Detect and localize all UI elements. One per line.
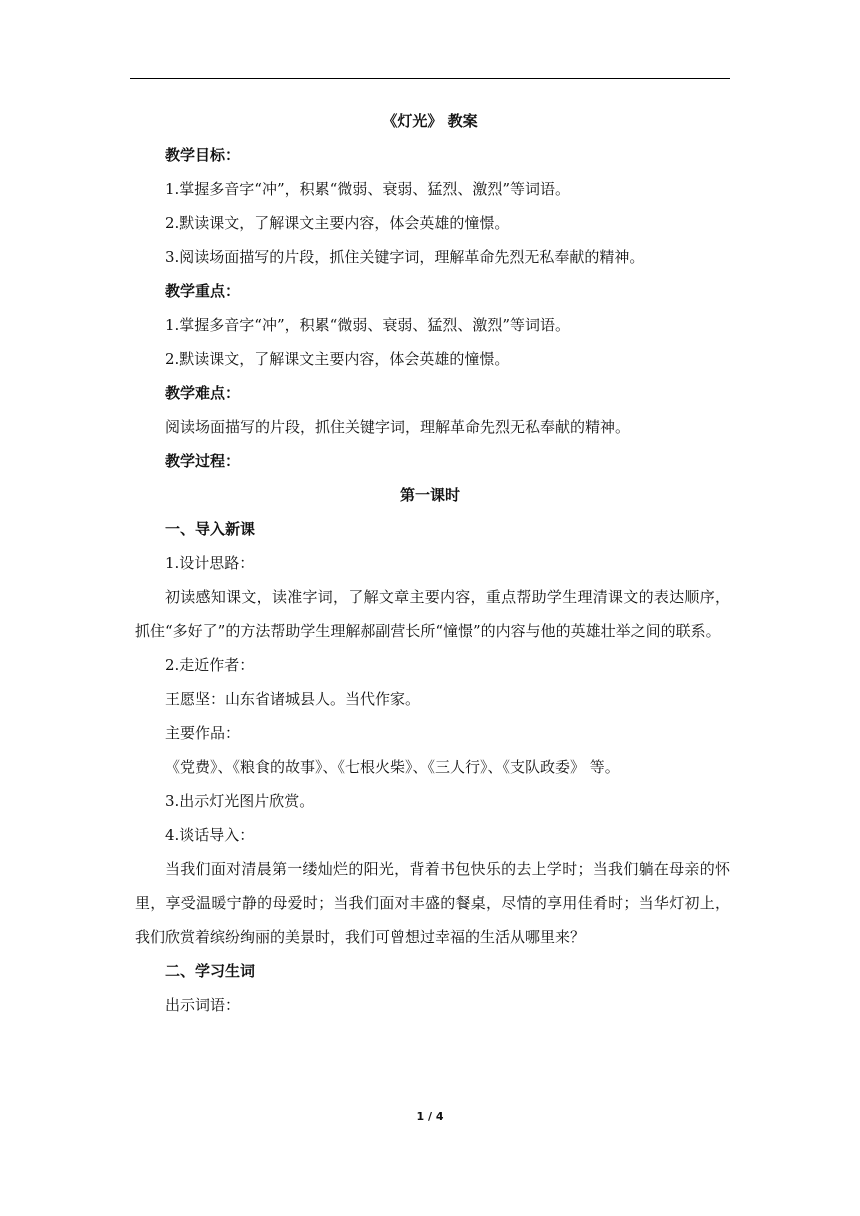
goal-item: 3.阅读场面描写的片段，抓住关键字词，理解革命先烈无私奉献的精神。: [165, 248, 645, 266]
key-heading: 教学重点：: [165, 282, 241, 300]
talk-label: 4.谈话导入：: [165, 826, 255, 844]
goal-item: 1.掌握多音字“冲”，积累“微弱、衰弱、猛烈、激烈”等词语。: [165, 180, 570, 198]
difficulty-heading: 教学难点：: [165, 384, 241, 402]
document-title: 《灯光》 教案: [382, 112, 478, 130]
section1-heading: 一、导入新课: [165, 520, 256, 538]
page-number: 1 / 4: [416, 1110, 444, 1123]
pictures-item: 3.出示灯光图片欣赏。: [165, 792, 315, 810]
show-words: 出示词语：: [165, 996, 241, 1014]
works-label: 主要作品：: [165, 724, 241, 742]
works-text: 《党费》、《粮食的故事》、《七根火柴》、《三人行》、《支队政委》 等。: [165, 758, 620, 776]
difficulty-text: 阅读场面描写的片段，抓住关键字词，理解革命先烈无私奉献的精神。: [165, 418, 631, 436]
design-label: 1.设计思路：: [165, 554, 255, 572]
section2-heading: 二、学习生词: [165, 962, 256, 980]
document-body: [135, 104, 730, 1022]
key-item: 2.默读课文，了解课文主要内容，体会英雄的憧憬。: [165, 350, 510, 368]
header-rule: [130, 78, 730, 79]
goal-item: 2.默读课文，了解课文主要内容，体会英雄的憧憬。: [165, 214, 510, 232]
goals-heading: 教学目标：: [165, 146, 241, 164]
lesson-title: 第一课时: [399, 486, 460, 504]
design-text: 初读感知课文，读准字词，了解文章主要内容，重点帮助学生理清课文的表达顺序，抓住“多好了”的方法帮助学生理解郝副营长所“憧憬”的内容与他的英雄壮举之间的联系。: [135, 588, 730, 640]
author-text: 王愿坚：山东省诸城县人。当代作家。: [165, 690, 421, 708]
talk-text: 当我们面对清晨第一缕灿烂的阳光，背着书包快乐的去上学时；当我们躺在母亲的怀里，享受温暖宁静的母爱时；当我们面对丰盛的餐桌，尽情的享用佳肴时；当华灯初上，我们欣赏着缤纷绚丽的美景时，我们可曾想过幸福的生活从哪里来？: [135, 860, 730, 946]
key-item: 1.掌握多音字“冲”，积累“微弱、衰弱、猛烈、激烈”等词语。: [165, 316, 570, 334]
author-label: 2.走近作者：: [165, 656, 255, 674]
process-heading: 教学过程：: [165, 452, 241, 470]
